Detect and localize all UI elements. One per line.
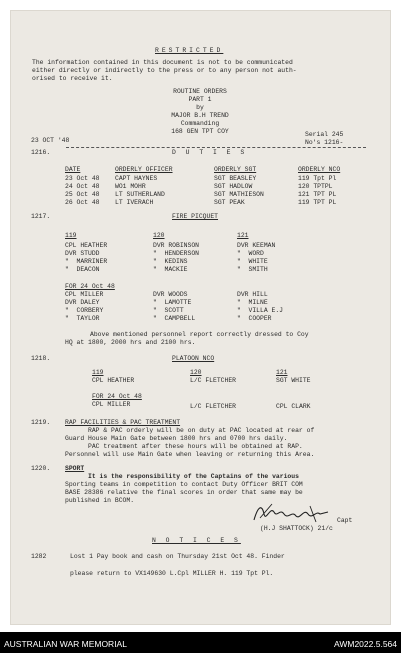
signature-name: (H.J SHATTOCK) 21/c — [260, 525, 333, 532]
for-date: FOR 24 Oct 48 — [92, 393, 142, 400]
list-item: " SMITH — [237, 266, 268, 273]
header-rule — [66, 147, 366, 148]
list-item: " WHITE — [237, 258, 268, 265]
table-cell: 23 Oct 48 — [65, 175, 100, 182]
list-item: DVR HILL — [237, 291, 268, 298]
archive-footer — [0, 632, 401, 653]
orders-title: ROUTINE ORDERS — [173, 88, 227, 95]
list-item: " MILNE — [237, 299, 268, 306]
picquet-note-2: HQ at 1800, 2000 hrs and 2100 hrs. — [65, 339, 196, 346]
rap-line-4: Personnel will use Main Gate when leaving or returning this Area. — [65, 451, 315, 458]
order-number: 1282 — [31, 553, 47, 560]
list-item: " DEACON — [65, 266, 100, 273]
list-item: " HENDERSON — [153, 250, 200, 257]
platoon-119: 119 — [65, 232, 77, 239]
notices-heading: N O T I C E S — [152, 537, 241, 544]
list-item: " MACKIE — [153, 266, 188, 273]
col-orderly-nco: ORDERLY NCO — [298, 166, 341, 173]
platoon-121: 121 — [237, 232, 249, 239]
list-item: DVR WOODS — [153, 291, 188, 298]
list-item: CPL HEATHER — [65, 242, 108, 249]
table-cell: 119 Tpt Pl — [298, 175, 337, 182]
table-cell: SGT PEAK — [214, 199, 245, 206]
duties-heading: D U T I E S — [172, 149, 248, 156]
order-number: 1216. — [31, 149, 51, 156]
sport-heading: SPORT — [65, 465, 85, 472]
col-date: DATE — [65, 166, 81, 173]
notice-line-2: please return to VX149630 L.Cpl MILLER H. 119 Tpt Pl. — [70, 570, 274, 577]
rap-line-3: PAC treatment after these hours will be obtained at RAP. — [65, 443, 303, 450]
table-cell: 119 TPT PL — [298, 199, 337, 206]
list-item: " SCOTT — [153, 307, 184, 314]
list-item: CPL MILLER — [65, 291, 104, 298]
table-cell: 24 Oct 48 — [65, 183, 100, 190]
list-item: " TAYLOR — [65, 315, 100, 322]
sport-line-3: BASE 28386 relative the final scores in order that same may be — [65, 489, 303, 496]
order-numbers: No's 1216- — [305, 139, 344, 146]
list-item: " LAMOTTE — [153, 299, 192, 306]
platoon-119: 119 — [92, 369, 104, 376]
list-item: " MARRINER — [65, 258, 108, 265]
table-cell: SGT BEASLEY — [214, 175, 257, 182]
handwritten-signature — [250, 500, 340, 526]
table-cell: 26 Oct 48 — [65, 199, 100, 206]
sport-line-1: It is the responsibility of the Captains of the various — [65, 473, 299, 480]
notice-line-3: orised to receive it. — [32, 75, 113, 82]
archive-name: AUSTRALIAN WAR MEMORIAL — [4, 639, 127, 649]
col-orderly-officer: ORDERLY OFFICER — [115, 166, 173, 173]
archive-reference: AWM2022.5.564 — [334, 639, 397, 649]
rap-line-2: Guard House Main Gate between 1800 hrs and 0700 hrs daily. — [65, 435, 288, 442]
table-cell: LT IVERACH — [115, 199, 154, 206]
list-item: " CORBERY — [65, 307, 104, 314]
order-number: 1220. — [31, 465, 51, 472]
platoon-120: 120 — [190, 369, 202, 376]
orders-commanding: Commanding — [180, 120, 220, 127]
table-cell: LT SUTHERLAND — [115, 191, 165, 198]
list-item: " KEDINS — [153, 258, 188, 265]
rap-heading: RAP FACILITIES & PAC TREATMENT — [65, 419, 181, 426]
table-cell: WO1 MOHR — [115, 183, 146, 190]
sport-line-4: published in BCOM. — [65, 497, 135, 504]
list-item: SGT WHITE — [276, 377, 311, 384]
order-date: 23 OCT '48 — [31, 137, 70, 144]
list-item: DVR ROBINSON — [153, 242, 200, 249]
orders-part: PART 1 — [188, 96, 212, 103]
list-item: L/C FLETCHER — [190, 377, 237, 384]
list-item: DVR STUDD — [65, 250, 100, 257]
list-item: DVR DALEY — [65, 299, 100, 306]
platoon-120: 120 — [153, 232, 165, 239]
picquet-note-1: Above mentioned personnel report correctly dressed to Coy — [90, 331, 309, 338]
orders-officer: MAJOR B.H TREND — [171, 112, 229, 119]
list-item: " COOPER — [237, 315, 272, 322]
restricted-heading: RESTRICTED — [155, 47, 224, 54]
serial-number: Serial 245 — [305, 131, 344, 138]
notice-line-1: The information contained in this document is not to be communicated — [32, 59, 293, 66]
order-number: 1219. — [31, 419, 51, 426]
list-item: CPL MILLER — [92, 401, 131, 408]
list-item: " WORD — [237, 250, 264, 257]
notice-line-1: Lost 1 Pay book and cash on Thursday 21st Oct 48. Finder — [70, 553, 285, 560]
rap-line-1: RAP & PAC orderly will be on duty at PAC located at rear of — [65, 427, 315, 434]
notice-line-2: either directly or indirectly to the press or to any person not auth- — [32, 67, 297, 74]
table-cell: SGT MATHIESON — [214, 191, 264, 198]
table-cell: CAPT HAYNES — [115, 175, 158, 182]
list-item: " VILLA E.J — [237, 307, 284, 314]
table-cell: 120 TPTPL — [298, 183, 333, 190]
fire-picquet-heading: FIRE PICQUET — [172, 213, 219, 220]
list-item: " CAMPBELL — [153, 315, 196, 322]
order-number: 1218. — [31, 355, 51, 362]
table-cell: 25 Oct 48 — [65, 191, 100, 198]
orders-by: by — [196, 104, 204, 111]
platoon-nco-heading: PLATOON NCO — [172, 355, 215, 362]
col-orderly-sgt: ORDERLY SGT — [214, 166, 257, 173]
list-item: CPL CLARK — [276, 403, 311, 410]
sport-line-2: Sporting teams in competition to contact Duty Officer BRIT COM — [65, 481, 303, 488]
orders-unit: 168 GEN TPT COY — [171, 128, 229, 135]
list-item: DVR KEEMAN — [237, 242, 276, 249]
list-item: L/C FLETCHER — [190, 403, 237, 410]
signature-rank: Capt — [337, 517, 353, 524]
list-item: CPL HEATHER — [92, 377, 135, 384]
for-date: FOR 24 Oct 48 — [65, 283, 115, 290]
table-cell: 121 TPT PL — [298, 191, 337, 198]
order-number: 1217. — [31, 213, 51, 220]
table-cell: SGT HADLOW — [214, 183, 253, 190]
platoon-121: 121 — [276, 369, 288, 376]
